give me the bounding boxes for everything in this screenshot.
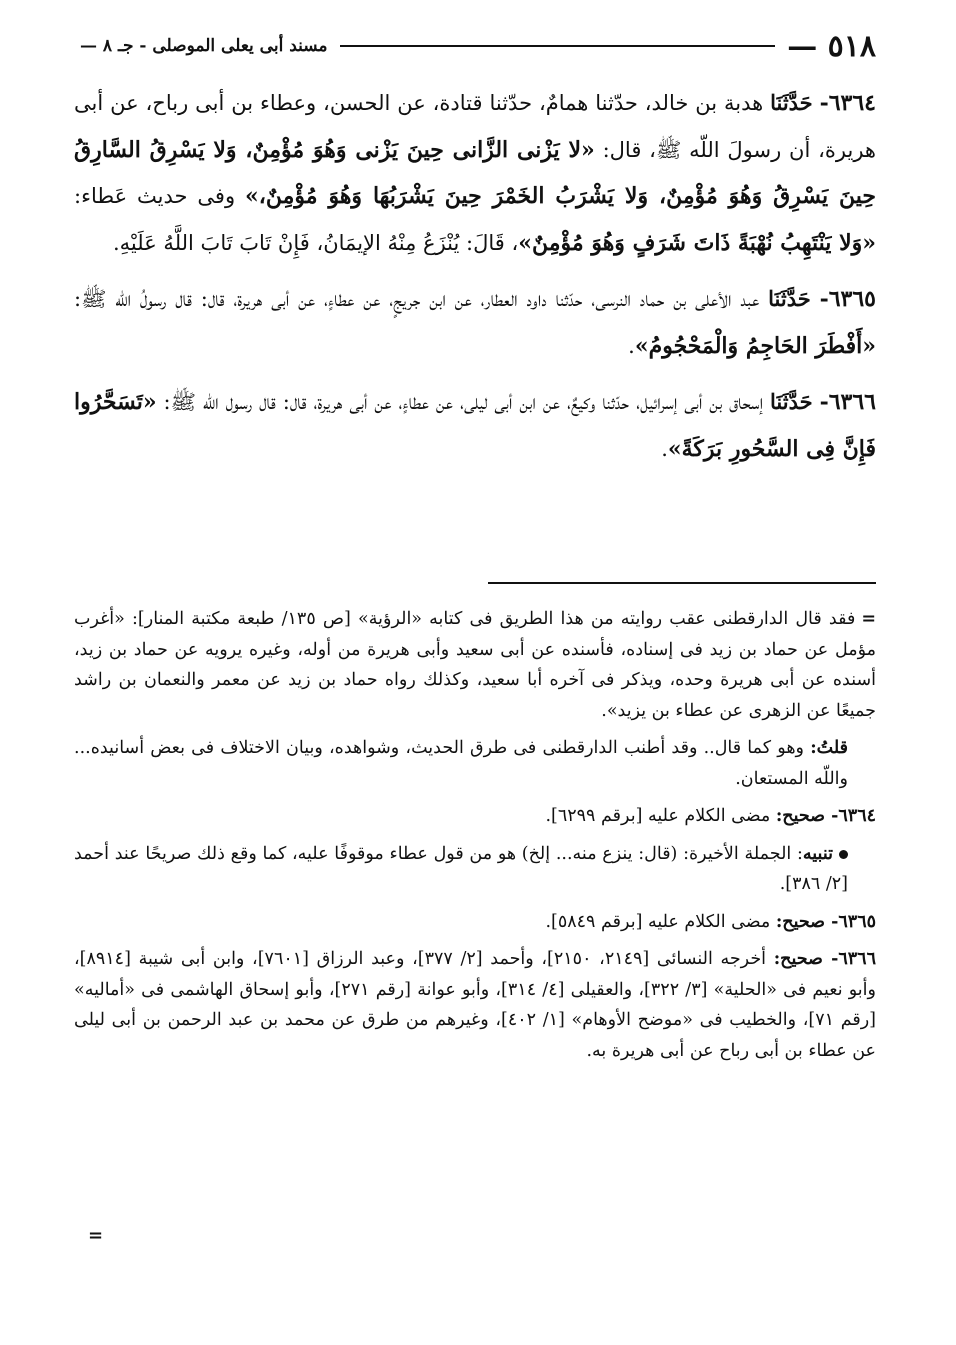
hadith-ending: ، قَالَ: يُنْزَعُ مِنْهُ الإيمَانُ، فَإِنْ تَابَ تَابَ اللَّهُ عَلَيْهِ.: [113, 230, 519, 255]
footnote-text: أخرجه النسائى [٢١٤٩، ٢١٥٠]، وأحمد [٢/ ٣٧٧]، وعبد الرزاق [٧٦٠١]، وابن أبى شيبة [٨٩١٤]، وأبو نعيم فى «الحلية» [٣/ ٣٢٢]، والعقيلى [٤/ ٣١٤]، وأبو عوانة [رقم ٢٧١]، وأبو إسحاق الهاشمى فى «أماليه» [رقم ٧١]، والخطيب فى «موضح الأوهام» [١/ ٤٠٢]، وغيرهم من طرق عن محمد بن عبد الرحمن بن أبى ليلى عن عطاء بن أبى رباح عن أبى هريرة به.: [74, 949, 876, 1061]
footnote-label: ٦٣٦٤- صحيح:: [775, 806, 876, 826]
footnote-text: مضى الكلام عليه [برقم ٦٢٩٩].: [545, 806, 776, 826]
continuation-marker: =: [861, 609, 876, 629]
hadith-6364: [74, 80, 876, 266]
hadith-ending: .: [661, 436, 668, 461]
footnote-qultu: [74, 733, 876, 794]
book-title: مسند أبى يعلى الموصلى - جـ ٨ —: [80, 36, 328, 56]
footnotes: [74, 604, 876, 1073]
narration-opener: حَدَّثَنَا: [770, 389, 813, 414]
qultu-text: وهو كما قال.. وقد أطنب الدارقطنى فى طرق الحديث، وشواهده، وبيان الاختلاف فى بعض أسانيده... واللّه المستعان.: [74, 738, 848, 789]
hadith-number: ٦٣٦٦-: [819, 389, 876, 415]
hadith-6365: [74, 276, 876, 369]
isnad: عبد الأعلى بن حماد النرسى، حدّثنا داود العطار، عن ابن جريجٍ، عن عطاءٍ، عن أبى هريرة، قال: قال رسولُ اللّه ﷺ:: [74, 287, 769, 311]
tanbih-text: : الجملة الأخيرة: (قال: ينزع منه... إلخ) هو من قول عطاء موقوفًا عليه، كما وقع ذلك صريحًا عند أحمد [٢/ ٣٨٦].: [74, 843, 848, 894]
hadith-number: ٦٣٦٤-: [819, 90, 876, 116]
main-text: [74, 80, 876, 482]
matn: «أَفْطَرَ الحَاجِمُ وَالْمَحْجُومُ»: [634, 332, 876, 359]
page-number: ٥١٨ —: [787, 28, 876, 64]
bullet-icon: [839, 850, 848, 859]
footnote-6366: [74, 944, 876, 1066]
matn: «تَسَحَّرُوا فَإِنَّ فِى السَّحُورِ بَرَكَةً»: [74, 389, 876, 462]
footnote-divider: [488, 582, 876, 584]
continuation-text: فقد قال الدارقطنى عقب روايته من هذا الطريق فى كتابه «الرؤية» [ص ١٣٥/ طبعة مكتبة المنار]: «أغرب مؤمل عن حماد بن زيد فى إسناده، فأسنده عن أبى سعيد وأبى هريرة من أوله، وغيره يرويه عن حماد بن زيد، أسنده عن أبى هريرة وحده، ويذكر فى آخره أبا سعيد، وكذلك رواه حماد بن زيد عن معمر والنعمان بن راشد جميعًا عن الزهرى عن عطاء بن يزيد».: [74, 609, 876, 721]
footnote-6364: [74, 801, 876, 832]
matn-addition: «وَلا يَنْتَهِبُ نُهْبَةً ذَاتَ شَرَفٍ وَهُوَ مُؤْمِنٌ»: [518, 229, 876, 256]
matn: «لا يَزْنى الزَّانى حِينَ يَزْنى وَهُوَ مُؤْمِنٌ، وَلا يَسْرِقُ السَّارِقُ حِينَ يَسْرِقُ وَهُوَ مُؤْمِنٌ، وَلا يَشْرَبُ الخَمْرَ حِينَ يَشْرَبُهَا وَهُوَ مُؤْمِنٌ،»: [74, 136, 876, 209]
footnote-continuation: [74, 604, 876, 726]
footnote-6365: [74, 907, 876, 938]
isnad-continuation: وفى حديث عَطاء:: [74, 184, 246, 208]
footnote-tanbih: [74, 839, 876, 900]
continuation-end-marker: =: [88, 1225, 104, 1246]
isnad: إسحاق بن أبى إسرائيل، حدّثنا وكيعٌ، عن ابن أبى ليلى، عن عطاءٍ، عن أبى هريرة، قال: قال رسول اللّه ﷺ:: [156, 390, 771, 414]
qultu-label: قلتُ:: [810, 738, 848, 758]
footnote-text: مضى الكلام عليه [برقم ٥٨٤٩].: [545, 911, 776, 932]
isnad: هدبة بن خالد، حدّثنا همامٌ، حدّثنا قتادة، عن الحسن، وعطاء بن أبى رباح، عن أبى هريرة، أن رسولَ اللّه ﷺ، قال:: [74, 91, 876, 162]
narration-opener: حَدَّثَنَا: [770, 90, 813, 115]
hadith-number: ٦٣٦٥-: [819, 286, 876, 312]
narration-opener: حَدَّثَنَا: [768, 286, 811, 311]
footnote-label: ٦٣٦٥- صحيح:: [775, 911, 876, 932]
hadith-ending: .: [628, 333, 635, 358]
tanbih-label: تنبيه: [802, 843, 833, 864]
footnote-label: ٦٣٦٦- صحيح:: [773, 949, 876, 969]
running-header: [80, 26, 876, 66]
hadith-6366: [74, 379, 876, 472]
header-rule: [340, 45, 776, 47]
